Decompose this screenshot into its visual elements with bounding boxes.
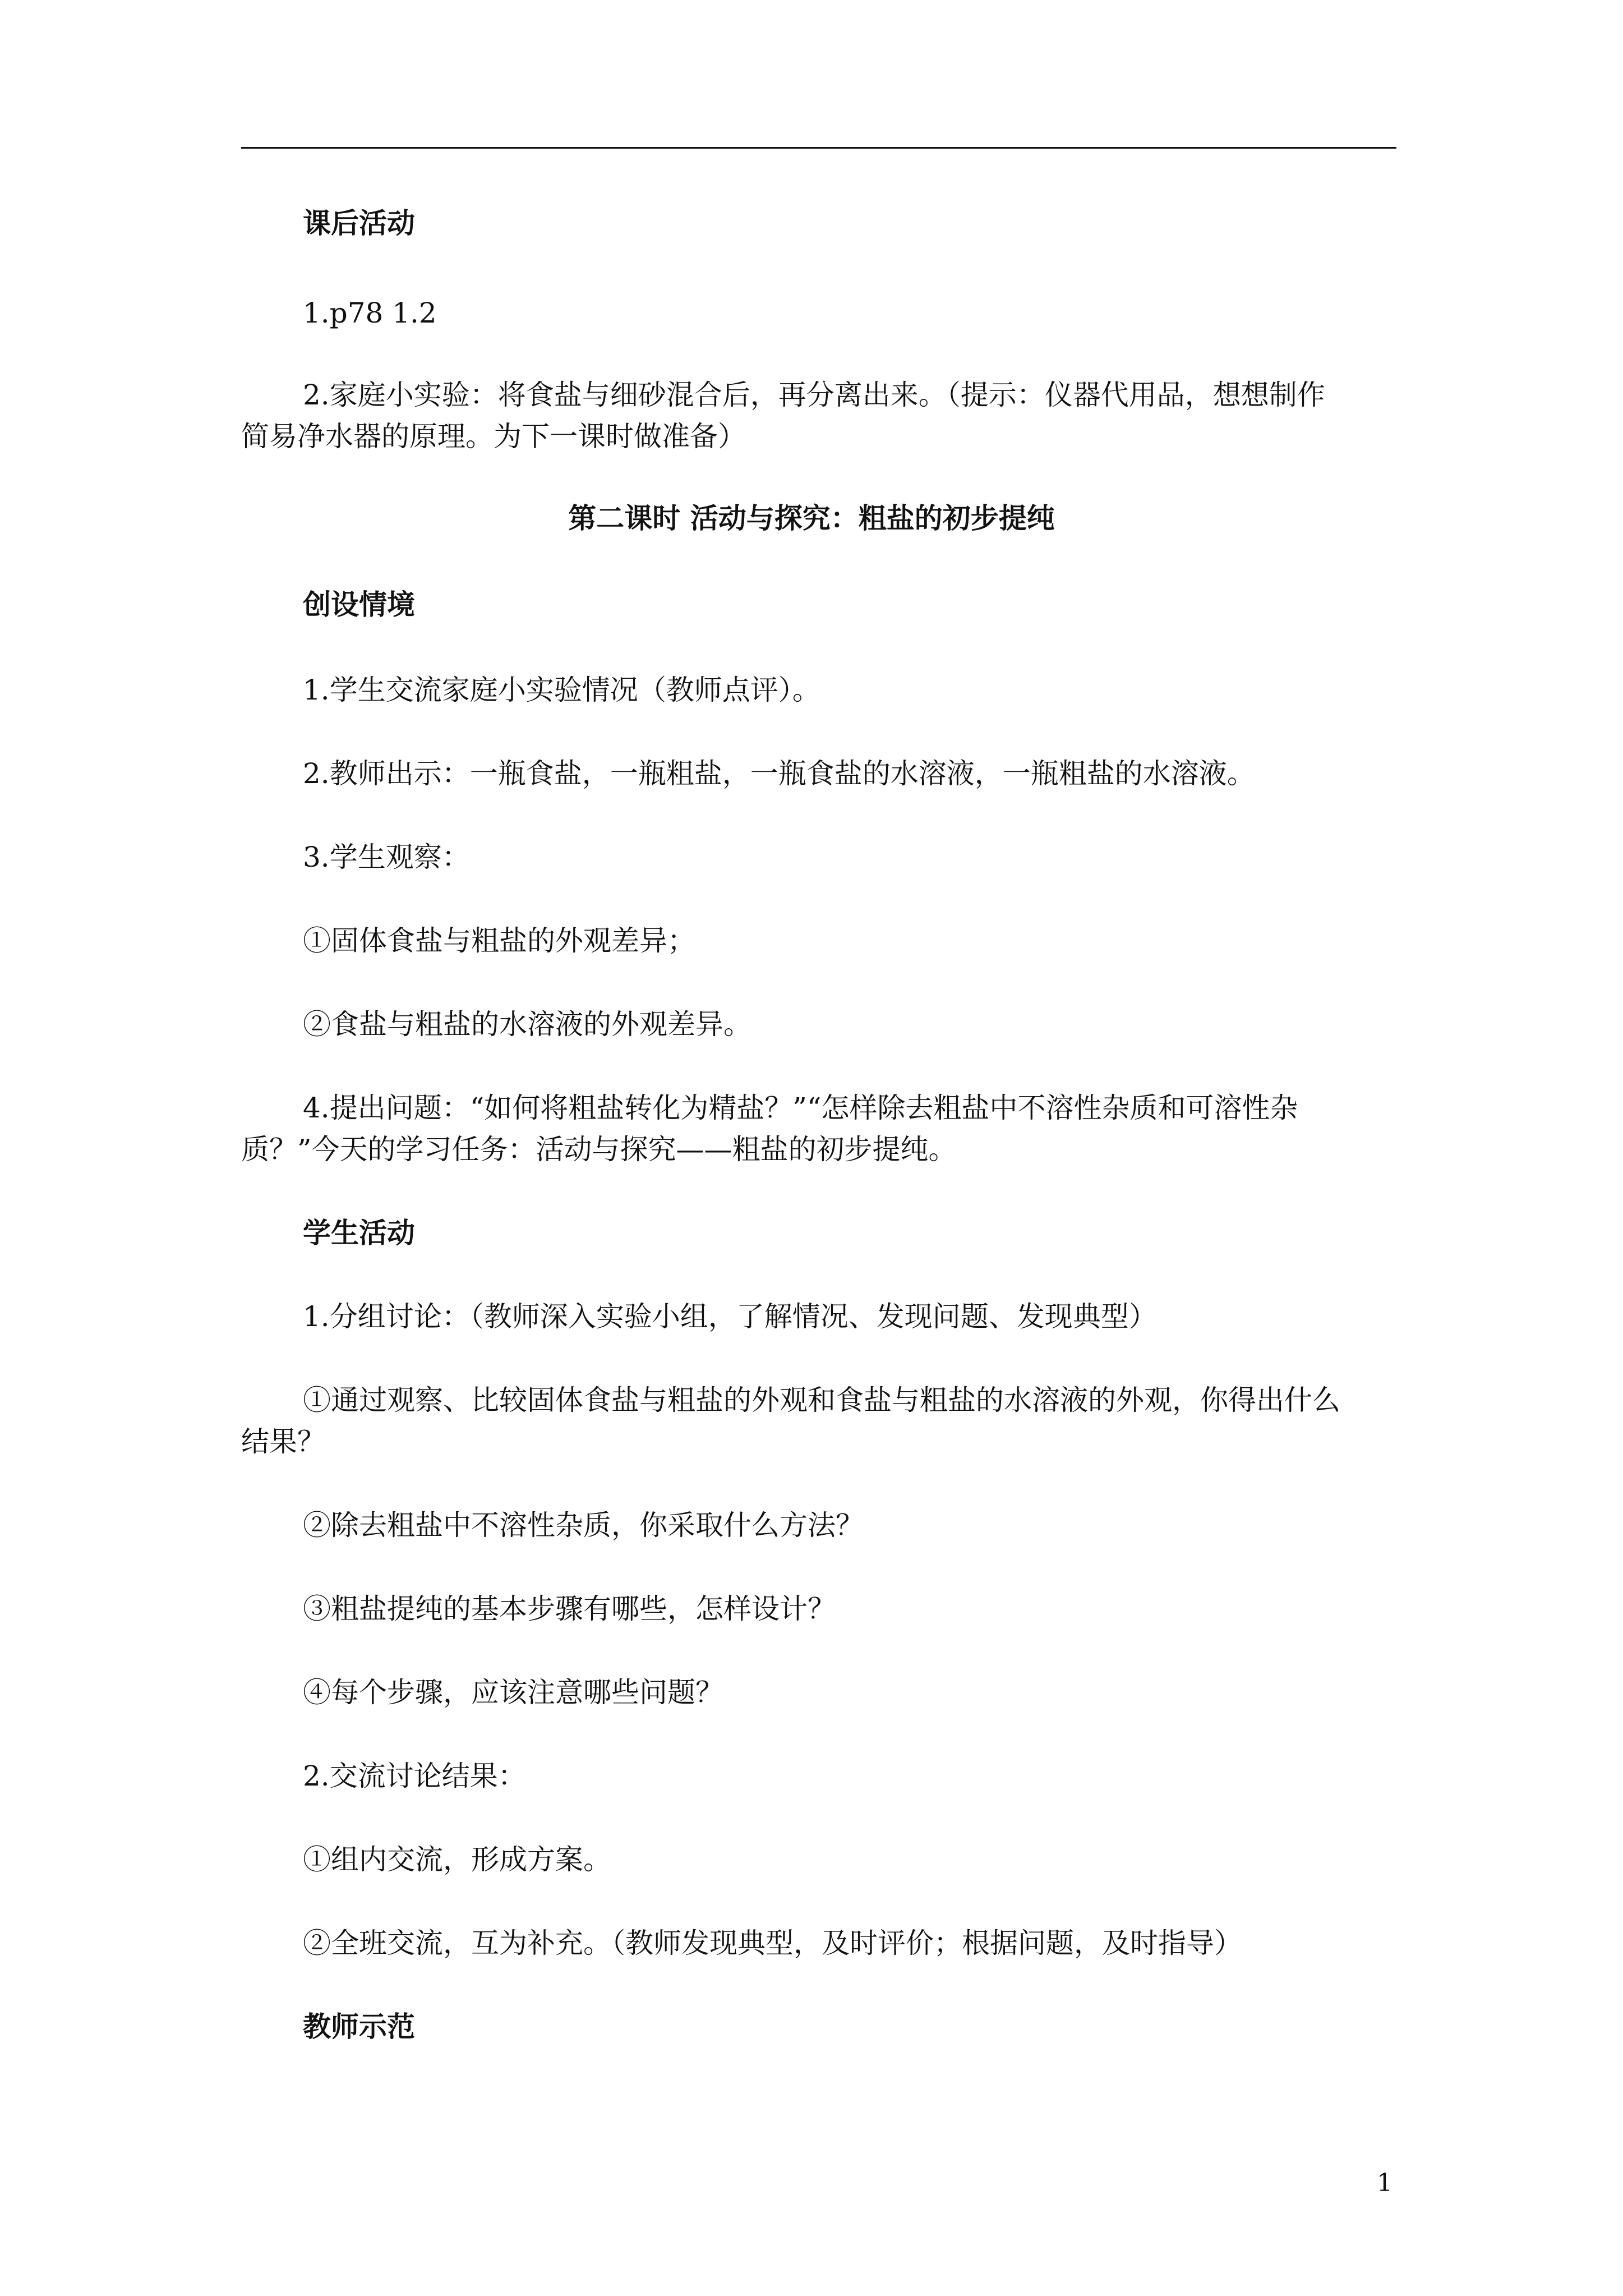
student-item-1: 1.分组讨论：（教师深入实验小组，了解情况、发现问题、发现典型） <box>303 1300 1157 1333</box>
student-item-1d: ④每个步骤，应该注意哪些问题？ <box>303 1676 723 1709</box>
after-item-2-cont: 简易净水器的原理。为下一课时做准备） <box>241 420 746 453</box>
page-number: 1 <box>1377 2169 1393 2197</box>
scenario-item-3: 3.学生观察： <box>303 841 470 873</box>
student-item-2: 2.交流讨论结果： <box>303 1760 526 1792</box>
scenario-item-4: 4.提出问题：“如何将粗盐转化为精盐？”“怎样除去粗盐中不溶性杂质和可溶性杂 <box>303 1092 1298 1124</box>
scenario-heading: 创设情境 <box>303 588 415 621</box>
student-heading: 学生活动 <box>303 1216 415 1249</box>
student-item-1a: ①通过观察、比较固体食盐与粗盐的外观和食盐与粗盐的水溶液的外观，你得出什么 <box>303 1384 1340 1416</box>
after-item-2: 2.家庭小实验：将食盐与细砂混合后，再分离出来。（提示：仪器代用品，想想制作 <box>303 379 1325 411</box>
scenario-item-2: 2.教师出示：一瓶食盐，一瓶粗盐，一瓶食盐的水溶液，一瓶粗盐的水溶液。 <box>303 757 1255 790</box>
scenario-item-1: 1.学生交流家庭小实验情况（教师点评）。 <box>303 674 820 706</box>
scenario-item-3a: ①固体食盐与粗盐的外观差异； <box>303 924 695 957</box>
student-item-1b: ②除去粗盐中不溶性杂质，你采取什么方法？ <box>303 1509 864 1542</box>
student-item-2b: ②全班交流，互为补充。（教师发现典型，及时评价；根据问题，及时指导） <box>303 1927 1242 1959</box>
after-item-1: 1.p78 1.2 <box>303 297 437 329</box>
teacher-heading: 教师示范 <box>303 2010 415 2043</box>
student-item-2a: ①组内交流，形成方案。 <box>303 1843 611 1876</box>
student-item-1a-cont: 结果？ <box>241 1425 325 1458</box>
after-class-heading: 课后活动 <box>303 206 415 240</box>
header-rule <box>241 147 1396 149</box>
lesson-title: 第二课时 活动与探究：粗盐的初步提纯 <box>568 501 1055 535</box>
student-item-1c: ③粗盐提纯的基本步骤有哪些，怎样设计？ <box>303 1593 836 1625</box>
scenario-item-3b: ②食盐与粗盐的水溶液的外观差异。 <box>303 1008 751 1041</box>
scenario-item-4-cont: 质？”今天的学习任务：活动与探究——粗盐的初步提纯。 <box>241 1133 957 1166</box>
